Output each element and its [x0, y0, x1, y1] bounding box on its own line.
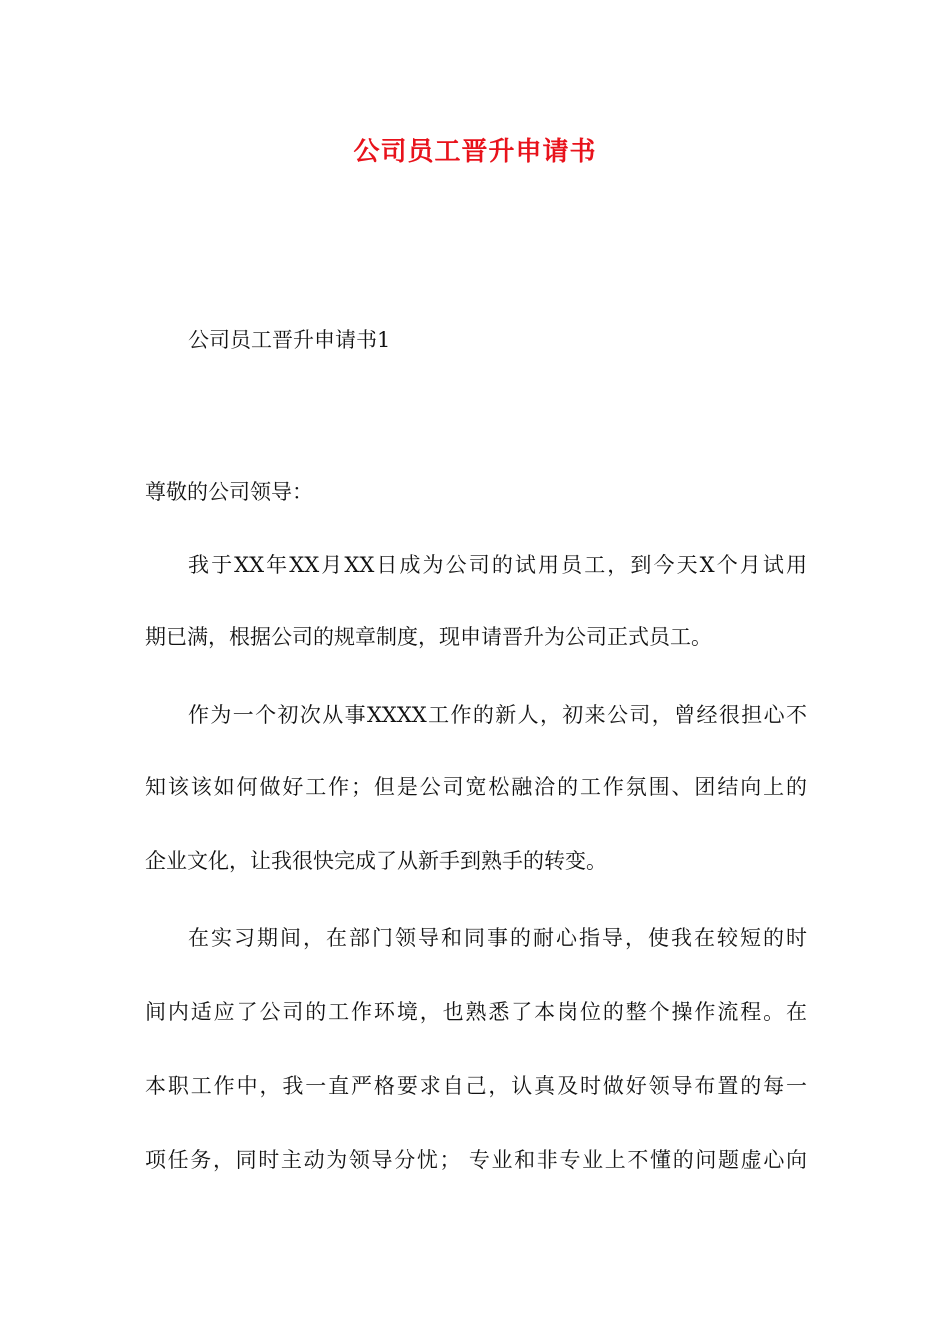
body-line: 在实习期间，在部门领导和同事的耐心指导，使我在较短的时	[188, 926, 807, 950]
body-line: 本职工作中，我一直严格要求自己，认真及时做好领导布置的每一	[145, 1074, 807, 1098]
document-title: 公司员工晋升申请书	[353, 137, 597, 167]
body-line: 企业文化，让我很快完成了从新手到熟手的转变。	[145, 849, 607, 873]
salutation: 尊敬的公司领导：	[145, 480, 313, 504]
body-line: 间内适应了公司的工作环境，也熟悉了本岗位的整个操作流程。在	[145, 1000, 807, 1024]
body-line: 我于XX年XX月XX日成为公司的试用员工，到今天X个月试用	[188, 553, 807, 577]
body-line: 作为一个初次从事XXXX工作的新人，初来公司，曾经很担心不	[188, 703, 807, 727]
body-line: 项任务，同时主动为领导分忧； 专业和非专业上不懂的问题虚心向	[145, 1148, 807, 1172]
body-line: 期已满，根据公司的规章制度，现申请晋升为公司正式员工。	[145, 625, 712, 649]
body-line: 知该该如何做好工作；但是公司宽松融洽的工作氛围、团结向上的	[145, 775, 807, 799]
subtitle: 公司员工晋升申请书1	[188, 328, 391, 352]
